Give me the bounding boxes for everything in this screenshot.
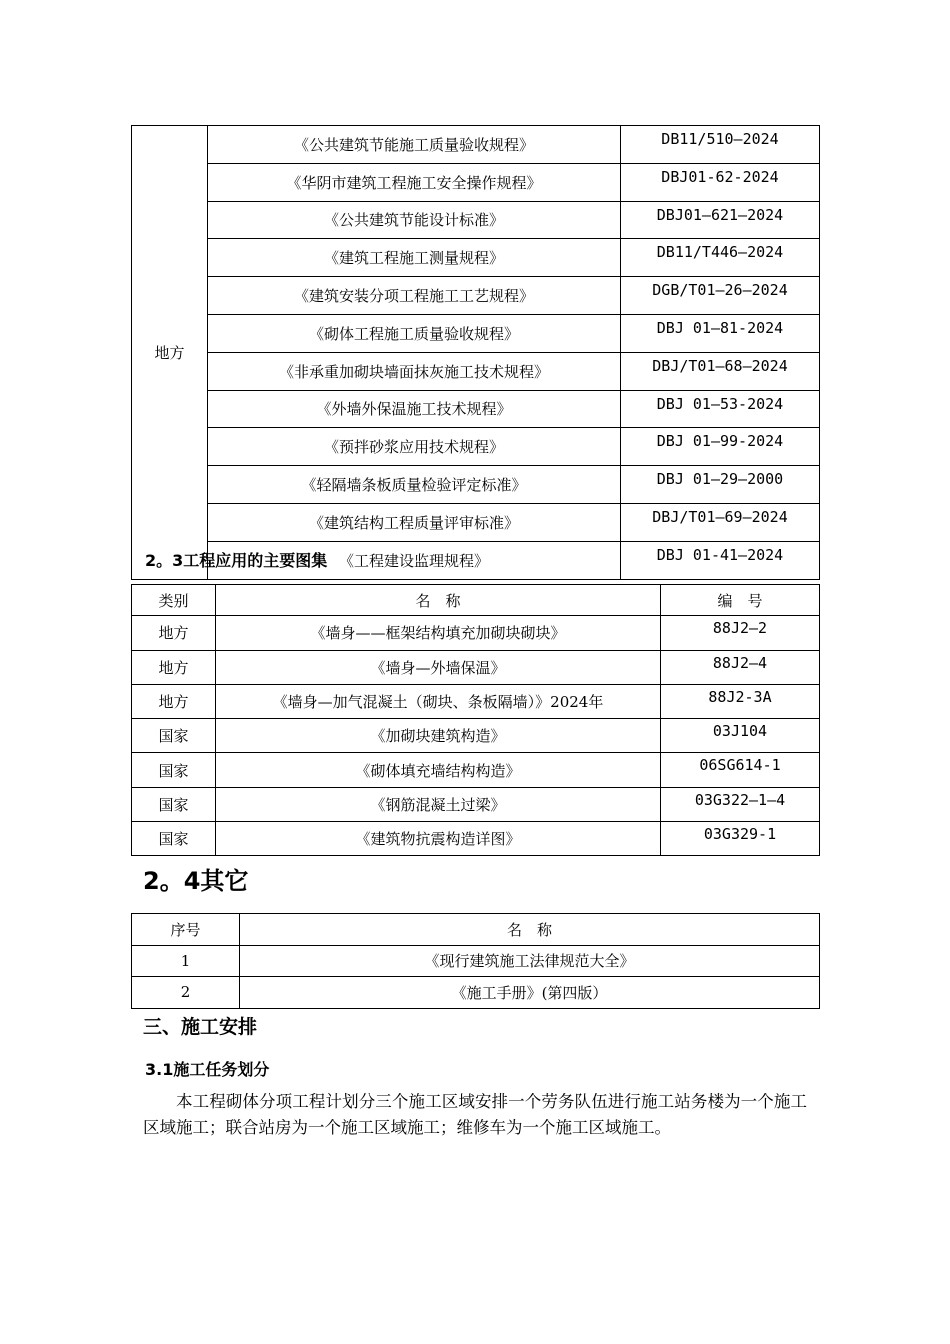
section-2-4-heading: 2。4其它 — [143, 867, 249, 895]
table-row — [132, 616, 820, 650]
atlas-name-cell: 《墙身—外墙保温》 — [216, 650, 661, 684]
table-row — [132, 428, 820, 466]
atlas-name-cell: 《钢筋混凝土过梁》 — [216, 787, 661, 821]
atlas-code-cell: 03G329-1 — [661, 822, 820, 856]
table-row — [132, 650, 820, 684]
atlas-code-cell: 88J2—2 — [661, 616, 820, 650]
standard-code-cell: DBJ/T01—68—2024 — [621, 352, 820, 390]
table-row — [132, 277, 820, 315]
atlas-name-cell: 《墙身——框架结构填充加砌块砌块》 — [216, 616, 661, 650]
standard-name-cell: 《轻隔墙条板质量检验评定标准》 — [208, 466, 621, 504]
section-2-3-heading: 2。3工程应用的主要图集 — [145, 551, 328, 570]
table-header-row — [132, 585, 820, 616]
standard-code-cell: DBJ 01—53-2024 — [621, 390, 820, 428]
table-row — [132, 753, 820, 787]
standard-name-cell: 《砌体工程施工质量验收规程》 — [208, 314, 621, 352]
table-row — [132, 719, 820, 753]
reference-name-cell: 《施工手册》(第四版） — [240, 977, 820, 1009]
standard-code-cell: DBJ01—621—2024 — [621, 201, 820, 239]
standard-name-cell: 《工程建设监理规程》 — [208, 541, 621, 579]
table-row — [132, 466, 820, 504]
table-row — [132, 945, 820, 977]
standard-code-cell: DBJ 01-41—2024 — [621, 541, 820, 579]
seq-cell: 2 — [132, 977, 240, 1009]
table-row — [132, 239, 820, 277]
standard-code-cell: DBJ 01—29—2000 — [621, 466, 820, 504]
local-standards-table — [131, 125, 820, 580]
atlas-code-cell: 88J2-3A — [661, 684, 820, 718]
table-row — [132, 126, 820, 164]
others-table — [131, 913, 820, 1009]
standard-code-cell: DGB/T01—26—2024 — [621, 277, 820, 315]
table-row — [132, 684, 820, 718]
standard-name-cell: 《华阴市建筑工程施工安全操作规程》 — [208, 163, 621, 201]
table-row — [132, 390, 820, 428]
atlas-table — [131, 584, 820, 856]
standard-name-cell: 《建筑结构工程质量评审标准》 — [208, 503, 621, 541]
section-3-heading: 三、施工安排 — [143, 1016, 258, 1038]
atlas-name-cell: 《建筑物抗震构造详图》 — [216, 822, 661, 856]
standard-code-cell: DB11/T446—2024 — [621, 239, 820, 277]
standard-name-cell: 《预拌砂浆应用技术规程》 — [208, 428, 621, 466]
standard-code-cell: DBJ 01—81-2024 — [621, 314, 820, 352]
table-row — [132, 201, 820, 239]
category-cell: 国家 — [132, 787, 216, 821]
standard-code-cell: DBJ/T01—69—2024 — [621, 503, 820, 541]
table-header-row — [132, 914, 820, 946]
header-code: 编 号 — [661, 585, 820, 616]
atlas-name-cell: 《砌体填充墙结构构造》 — [216, 753, 661, 787]
header-seq: 序号 — [132, 914, 240, 946]
table-row — [132, 314, 820, 352]
standard-name-cell: 《外墙外保温施工技术规程》 — [208, 390, 621, 428]
reference-name-cell: 《现行建筑施工法律规范大全》 — [240, 945, 820, 977]
category-cell: 地方 — [132, 616, 216, 650]
standard-name-cell: 《建筑工程施工测量规程》 — [208, 239, 621, 277]
seq-cell: 1 — [132, 945, 240, 977]
standard-code-cell: DBJ 01—99-2024 — [621, 428, 820, 466]
atlas-name-cell: 《加砌块建筑构造》 — [216, 719, 661, 753]
section-3-1-heading: 3.1施工任务划分 — [145, 1060, 270, 1079]
atlas-name-cell: 《墙身—加气混凝土（砌块、条板隔墙）》2024年 — [216, 684, 661, 718]
atlas-code-cell: 88J2—4 — [661, 650, 820, 684]
table-row — [132, 787, 820, 821]
header-name: 名 称 — [216, 585, 661, 616]
header-name: 名 称 — [240, 914, 820, 946]
standard-name-cell: 《非承重加砌块墙面抹灰施工技术规程》 — [208, 352, 621, 390]
table-row — [132, 503, 820, 541]
atlas-code-cell: 03J104 — [661, 719, 820, 753]
table-row — [132, 352, 820, 390]
header-category: 类别 — [132, 585, 216, 616]
table-row — [132, 977, 820, 1009]
atlas-code-cell: 03G322—1—4 — [661, 787, 820, 821]
category-cell: 国家 — [132, 719, 216, 753]
table-row — [132, 822, 820, 856]
atlas-code-cell: 06SG614-1 — [661, 753, 820, 787]
category-cell: 地方 — [132, 650, 216, 684]
category-cell: 地方 — [132, 684, 216, 718]
table-row — [132, 163, 820, 201]
standard-code-cell: DB11/510—2024 — [621, 126, 820, 164]
category-cell: 地方 — [132, 126, 208, 580]
standard-code-cell: DBJ01-62-2024 — [621, 163, 820, 201]
standard-name-cell: 《公共建筑节能施工质量验收规程》 — [208, 126, 621, 164]
standard-name-cell: 《公共建筑节能设计标准》 — [208, 201, 621, 239]
category-cell: 国家 — [132, 822, 216, 856]
category-cell: 国家 — [132, 753, 216, 787]
standard-name-cell: 《建筑安装分项工程施工工艺规程》 — [208, 277, 621, 315]
task-division-paragraph: 本工程砌体分项工程计划分三个施工区域安排一个劳务队伍进行施工站务楼为一个施工区域施工；联合站房为一个施工区域施工；维修车为一个施工区域施工。 — [143, 1092, 807, 1137]
